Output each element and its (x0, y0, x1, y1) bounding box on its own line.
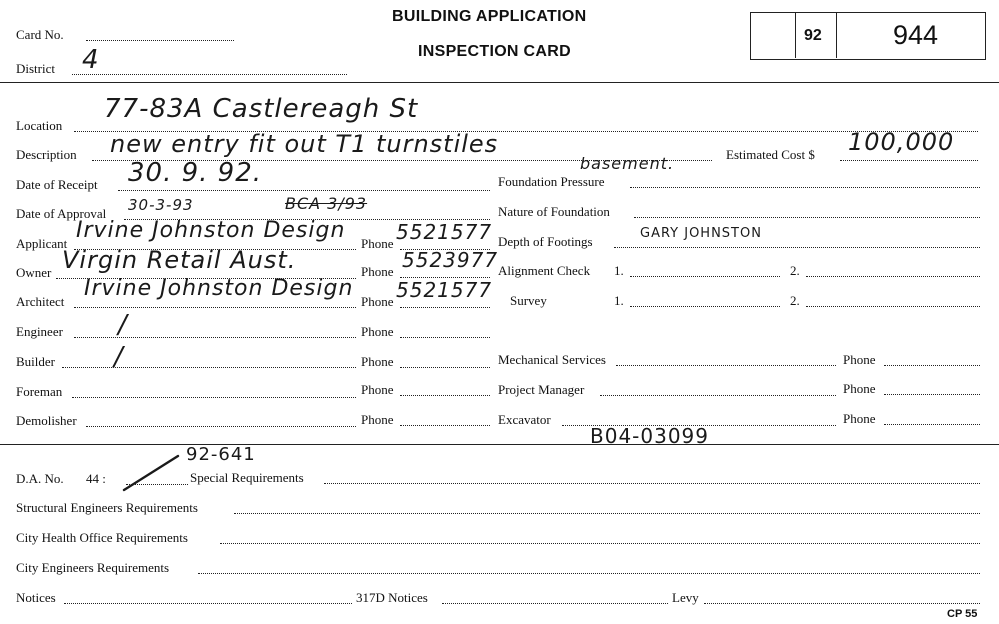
structural-engineers-field[interactable] (234, 513, 980, 514)
excavator-label: Excavator (498, 412, 551, 427)
city-health-field[interactable] (220, 543, 980, 544)
card-no-field[interactable] (86, 40, 234, 41)
project-manager-phone-label: Phone (843, 381, 876, 396)
card-no-label: Card No. (16, 27, 64, 42)
builder-phone-label: Phone (361, 354, 394, 369)
owner-phone-label: Phone (361, 264, 394, 279)
alignment-check-field-2[interactable] (806, 276, 980, 277)
city-engineers-field[interactable] (198, 573, 980, 574)
alignment-check-field-1[interactable] (630, 276, 780, 277)
location-value: 77-83A Castlereagh St (104, 94, 419, 124)
applicant-label: Applicant (16, 236, 68, 251)
builder-value: / (114, 342, 124, 372)
date-of-approval-struck: BCA 3/93 (285, 194, 368, 213)
project-manager-label: Project Manager (498, 382, 585, 397)
architect-phone-value: 5521577 (396, 278, 493, 302)
foundation-pressure-label: Foundation Pressure (498, 174, 605, 189)
estimated-cost-value: 100,000 (848, 128, 955, 156)
alignment-check-num-1: 1. (614, 263, 624, 278)
notices-label: Notices (16, 590, 56, 605)
card-number-box (750, 12, 986, 60)
project-manager-field[interactable] (600, 395, 836, 396)
excavator-phone-label: Phone (843, 411, 876, 426)
foreman-label: Foreman (16, 384, 63, 399)
builder-field[interactable] (62, 367, 356, 368)
date-of-receipt-label: Date of Receipt (16, 177, 98, 192)
engineer-label: Engineer (16, 324, 63, 339)
survey-field-2[interactable] (806, 306, 980, 307)
project-manager-phone-field[interactable] (884, 394, 980, 395)
excavator-reference: B04-03099 (590, 424, 710, 448)
levy-label: Levy (672, 590, 699, 605)
engineer-value: / (118, 310, 128, 340)
applicant-value: Irvine Johnston Design (76, 218, 346, 243)
mechanical-services-phone-field[interactable] (884, 365, 980, 366)
title-line-1: BUILDING APPLICATION (392, 8, 587, 25)
date-of-receipt-value: 30. 9. 92. (128, 158, 263, 188)
district-label: District (16, 61, 55, 76)
special-requirements-field[interactable] (324, 483, 980, 484)
estimated-cost-label: Estimated Cost $ (726, 147, 815, 162)
owner-label: Owner (16, 265, 52, 280)
mechanical-services-label: Mechanical Services (498, 352, 606, 367)
foundation-pressure-field[interactable] (630, 187, 980, 188)
date-of-receipt-field[interactable] (118, 190, 490, 191)
levy-field[interactable] (704, 603, 980, 604)
da-no-value: 92-641 (186, 444, 256, 465)
notices-317d-label: 317D Notices (356, 590, 428, 605)
header-rule (0, 82, 999, 83)
builder-phone-field[interactable] (400, 367, 490, 368)
architect-field[interactable] (74, 307, 356, 308)
applicant-phone-label: Phone (361, 236, 394, 251)
structural-engineers-label: Structural Engineers Requirements (16, 500, 198, 515)
demolisher-phone-label: Phone (361, 412, 394, 427)
applicant-phone-value: 5521577 (396, 220, 493, 244)
date-of-approval-value: 30-3-93 (128, 196, 194, 214)
architect-phone-field[interactable] (400, 307, 490, 308)
middle-rule (0, 444, 999, 445)
survey-field-1[interactable] (630, 306, 780, 307)
depth-of-footings-value: GARY JOHNSTON (640, 226, 762, 241)
architect-label: Architect (16, 294, 65, 309)
district-value: 4 (82, 45, 100, 75)
owner-phone-value: 5523977 (402, 248, 499, 272)
alignment-check-num-2: 2. (790, 263, 800, 278)
survey-num-1: 1. (614, 293, 624, 308)
city-health-label: City Health Office Requirements (16, 530, 188, 545)
special-requirements-label: Special Requirements (190, 470, 304, 485)
notices-field[interactable] (64, 603, 352, 604)
depth-of-footings-label: Depth of Footings (498, 234, 593, 249)
title-line-2: INSPECTION CARD (418, 43, 571, 60)
excavator-phone-field[interactable] (884, 424, 980, 425)
alignment-check-label: Alignment Check (498, 263, 591, 278)
engineer-field[interactable] (74, 337, 356, 338)
owner-value: Virgin Retail Aust. (62, 246, 297, 274)
foreman-phone-label: Phone (361, 382, 394, 397)
form-code: CP 55 (947, 608, 978, 620)
mechanical-services-field[interactable] (616, 365, 836, 366)
foreman-field[interactable] (72, 397, 356, 398)
location-label: Location (16, 118, 63, 133)
builder-label: Builder (16, 354, 55, 369)
da-no-label: D.A. No. (16, 471, 64, 486)
foreman-phone-field[interactable] (400, 395, 490, 396)
city-engineers-label: City Engineers Requirements (16, 560, 170, 575)
architect-phone-label: Phone (361, 294, 394, 309)
demolisher-field[interactable] (86, 426, 356, 427)
date-of-approval-label: Date of Approval (16, 206, 107, 221)
card-year: 92 (804, 27, 822, 44)
da-no-stroke (118, 452, 184, 494)
demolisher-label: Demolisher (16, 413, 77, 428)
da-no-prefix: 44 : (86, 471, 106, 486)
nature-of-foundation-field[interactable] (634, 217, 980, 218)
demolisher-phone-field[interactable] (400, 425, 490, 426)
survey-num-2: 2. (790, 293, 800, 308)
survey-label: Survey (510, 293, 547, 308)
mechanical-services-phone-label: Phone (843, 352, 876, 367)
description-value: new entry fit out T1 turnstiles (110, 130, 499, 158)
description-label: Description (16, 147, 77, 162)
description-value-2: basement. (580, 154, 675, 173)
engineer-phone-label: Phone (361, 324, 394, 339)
notices-317d-field[interactable] (442, 603, 668, 604)
depth-of-footings-field[interactable] (614, 247, 980, 248)
card-number: 944 (893, 20, 939, 50)
architect-value: Irvine Johnston Design (84, 276, 354, 301)
district-field[interactable] (72, 74, 347, 75)
nature-of-foundation-label: Nature of Foundation (498, 204, 610, 219)
estimated-cost-field[interactable] (840, 160, 978, 161)
engineer-phone-field[interactable] (400, 337, 490, 338)
